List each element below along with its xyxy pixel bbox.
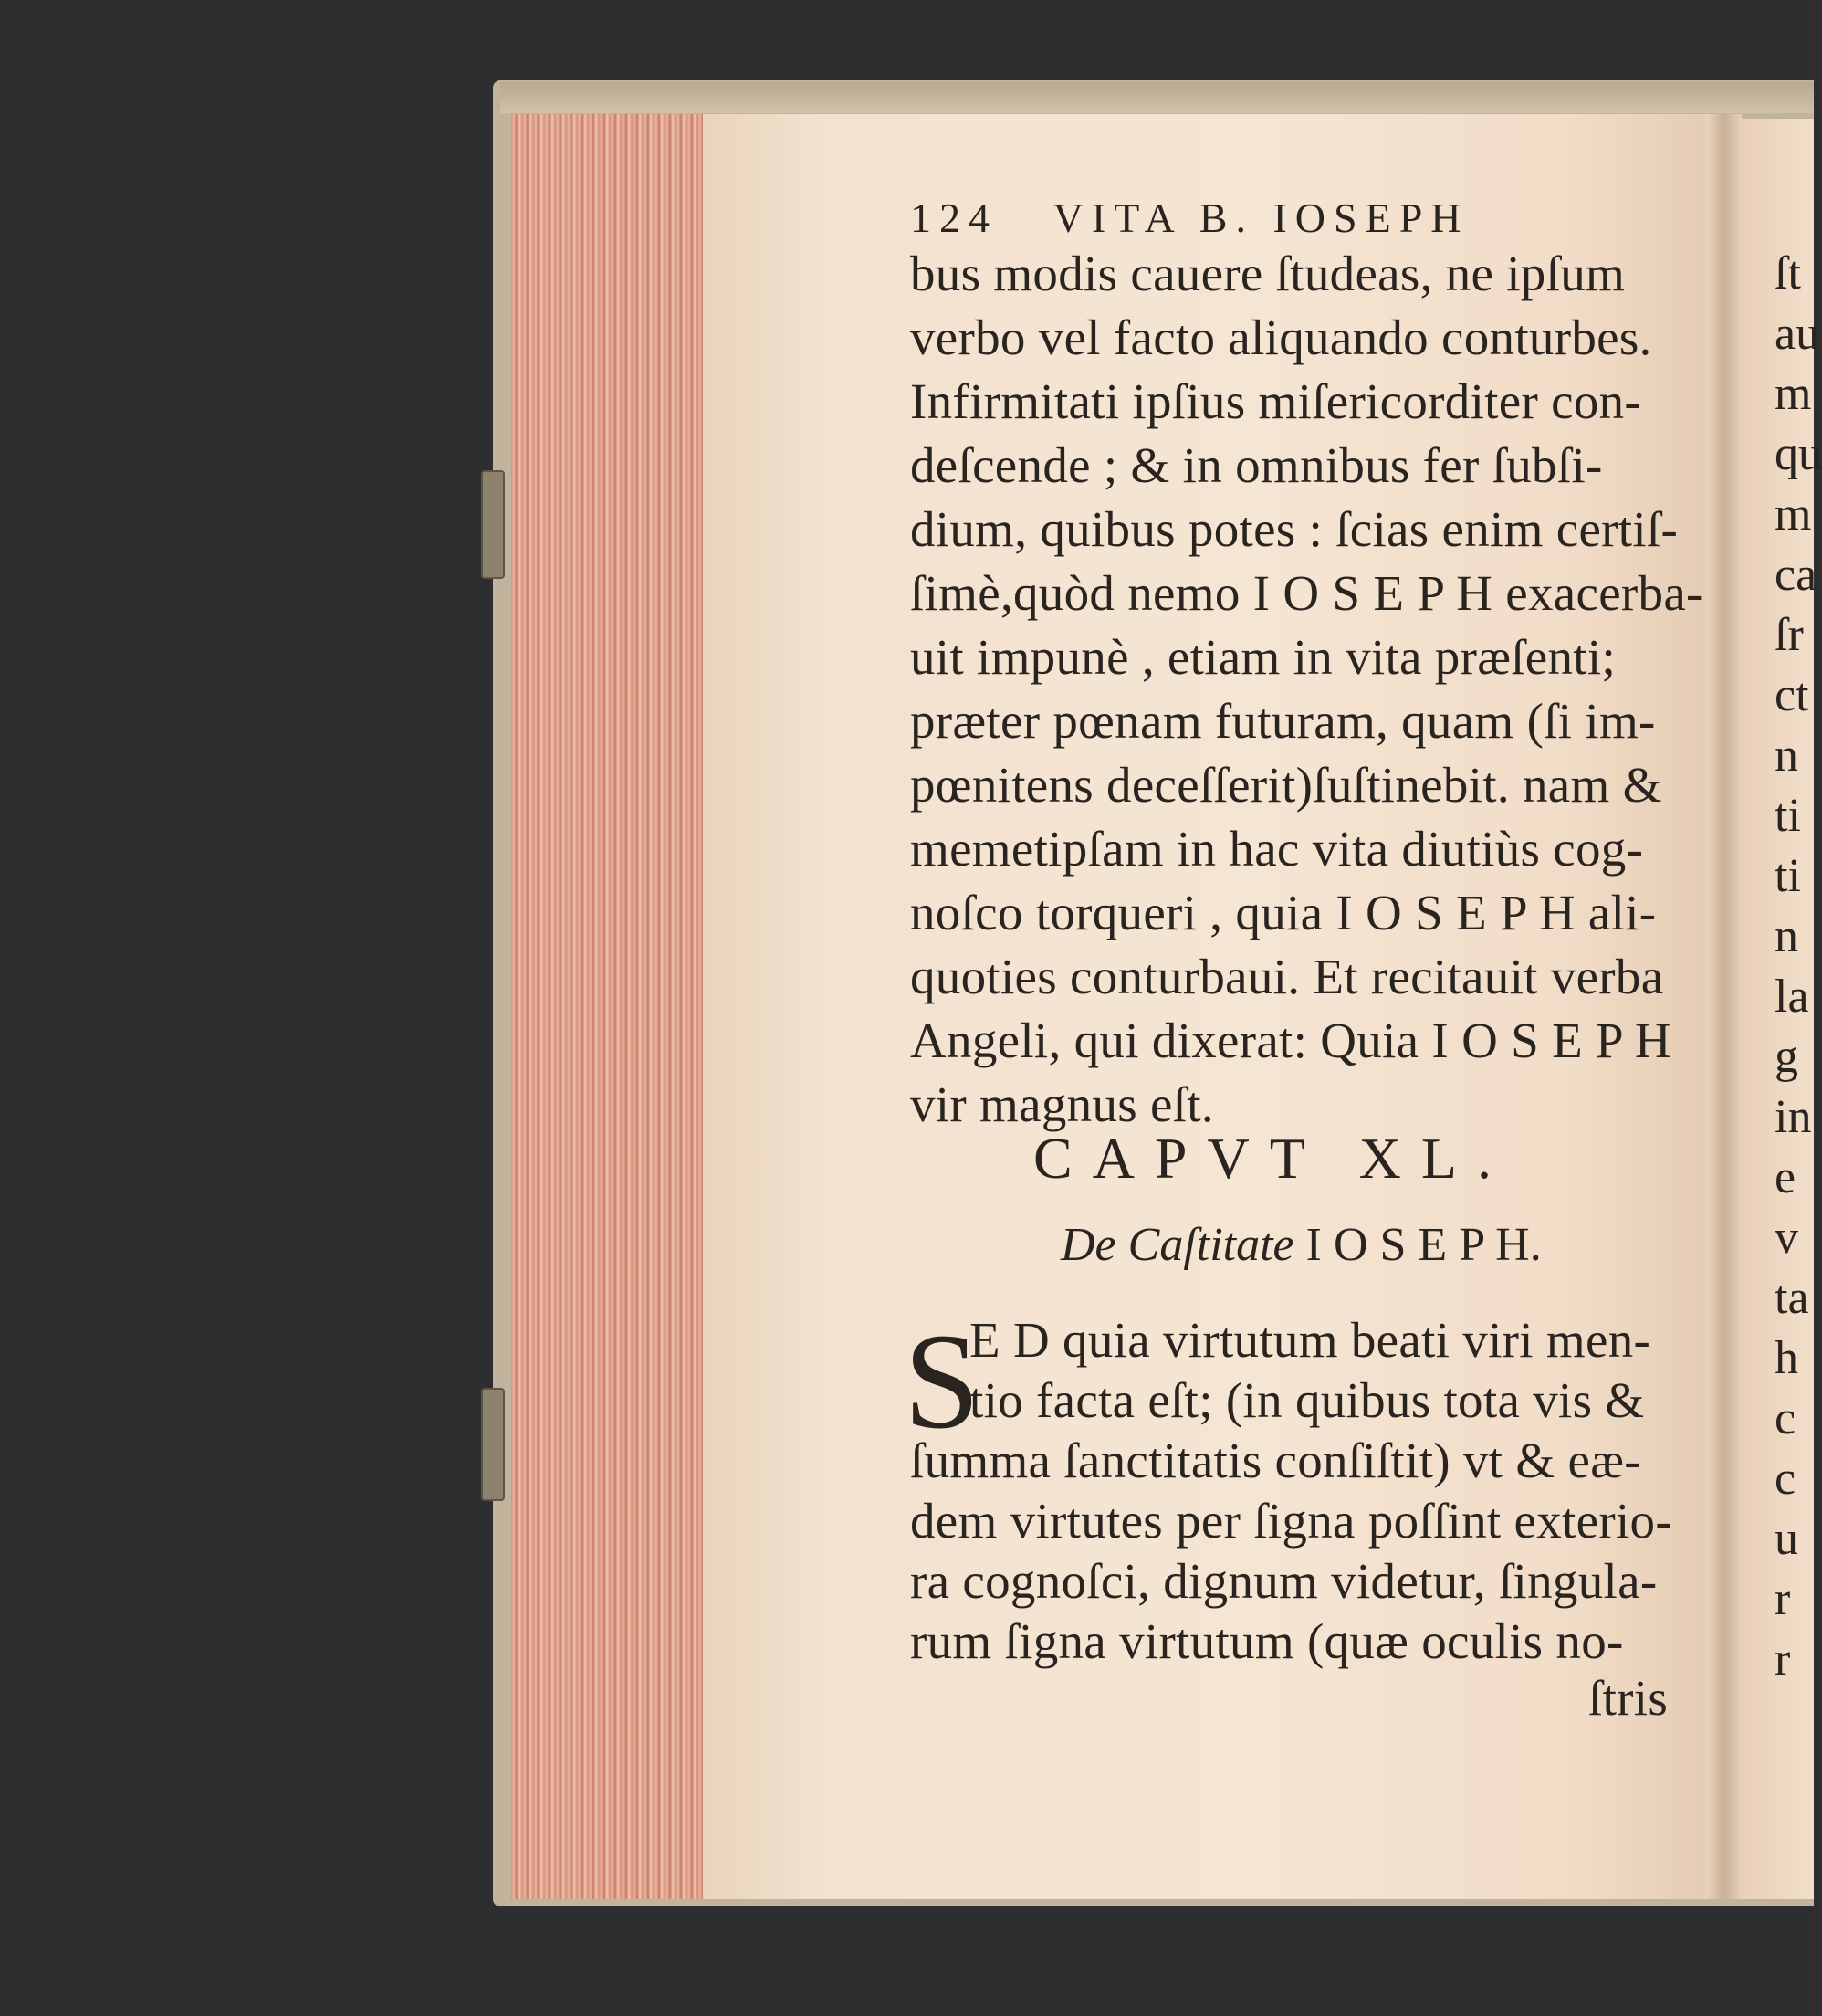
body-line: ſumma ſanctitatis conſiſtit) vt & eæ-: [910, 1433, 1641, 1488]
body-line: dem virtutes per ſigna poſſint exterio-: [910, 1493, 1672, 1549]
body-line: E D quia virtutum beati viri men-: [969, 1312, 1651, 1368]
right-page-fragment: in: [1775, 1091, 1812, 1143]
text-line: noſco torqueri , quia I O S E P H ali-: [910, 885, 1657, 940]
body-line: rum ſigna virtutum (quæ oculis no-: [910, 1613, 1624, 1669]
right-page-fragment: m: [1775, 368, 1812, 420]
running-head: 124 VITA B. IOSEPH: [910, 194, 1470, 241]
drop-cap: S: [904, 1306, 980, 1457]
right-page-fragment: au: [1775, 308, 1820, 360]
right-page-fragment: u: [1775, 1513, 1798, 1565]
right-page-fragment: n: [1775, 910, 1798, 962]
text-line: Angeli, qui dixerat: Quia I O S E P H: [910, 1013, 1671, 1068]
chapter-subtitle-name: I O S E P H.: [1305, 1219, 1542, 1271]
right-page-fragment: h: [1775, 1332, 1798, 1384]
chapter-subtitle-italic: De Caſtitate: [1061, 1219, 1294, 1271]
page-fore-edge: [511, 114, 706, 1899]
text-line: dium, quibus potes : ſcias enim certiſ-: [910, 501, 1679, 557]
clasp-top: [481, 470, 505, 579]
text-line: præter pœnam futuram, quam (ſi im-: [910, 693, 1656, 749]
right-page-fragment: n: [1775, 730, 1798, 782]
body-line: ra cognoſci, dignum videtur, ſingula-: [910, 1553, 1658, 1609]
text-line: bus modis cauere ſtudeas, ne ipſum: [910, 246, 1626, 301]
book-binding-top: [500, 82, 1814, 113]
right-page-fragment: ca: [1775, 549, 1817, 601]
right-page-fragment: g: [1775, 1031, 1798, 1083]
text-line: deſcende ; & in omnibus fer ſubſi-: [910, 437, 1603, 493]
right-page-fragment: ta: [1775, 1272, 1809, 1324]
right-page-fragment: ſr: [1775, 609, 1804, 661]
text-line: ſimè,quòd nemo I O S E P H exacerba-: [910, 565, 1703, 621]
right-page-fragment: qu: [1775, 428, 1822, 480]
text-line: uit impunè , etiam in vita præſenti;: [910, 629, 1617, 685]
right-page-fragment: r: [1775, 1633, 1791, 1685]
clasp-bottom: [481, 1388, 505, 1501]
gutter: [1705, 114, 1742, 1899]
text-line: pœnitens deceſſerit)ſuſtinebit. nam &: [910, 757, 1662, 813]
body-line: tio facta eſt; (in quibus tota vis &: [969, 1372, 1645, 1428]
right-page-fragment: ſt: [1775, 247, 1801, 299]
right-page-fragment: e: [1775, 1151, 1796, 1203]
chapter-subtitle: [1061, 1218, 1542, 1272]
right-page-fragment: r: [1775, 1573, 1791, 1625]
right-page-fragment: c: [1775, 1392, 1796, 1444]
catchword: ſtris: [1588, 1670, 1669, 1726]
right-page-fragment: m: [1775, 488, 1812, 541]
right-page-fragment: la: [1775, 971, 1809, 1023]
right-page-fragment: ti: [1775, 790, 1801, 842]
right-page-fragment: c: [1775, 1453, 1796, 1505]
right-page-fragment: ct: [1775, 669, 1809, 721]
text-line: vir magnus eſt.: [910, 1076, 1214, 1132]
text-line: quoties conturbaui. Et recitauit verba: [910, 949, 1664, 1004]
text-line: verbo vel facto aliquando conturbes.: [910, 310, 1652, 365]
text-line: memetipſam in hac vita diutiùs cog-: [910, 821, 1644, 877]
chapter-heading: CAPVT XL.: [1033, 1126, 1512, 1191]
text-line: Infirmitati ipſius miſericorditer con-: [910, 373, 1642, 429]
right-page-fragment: v: [1775, 1212, 1798, 1264]
right-page-fragment: ti: [1775, 850, 1801, 902]
